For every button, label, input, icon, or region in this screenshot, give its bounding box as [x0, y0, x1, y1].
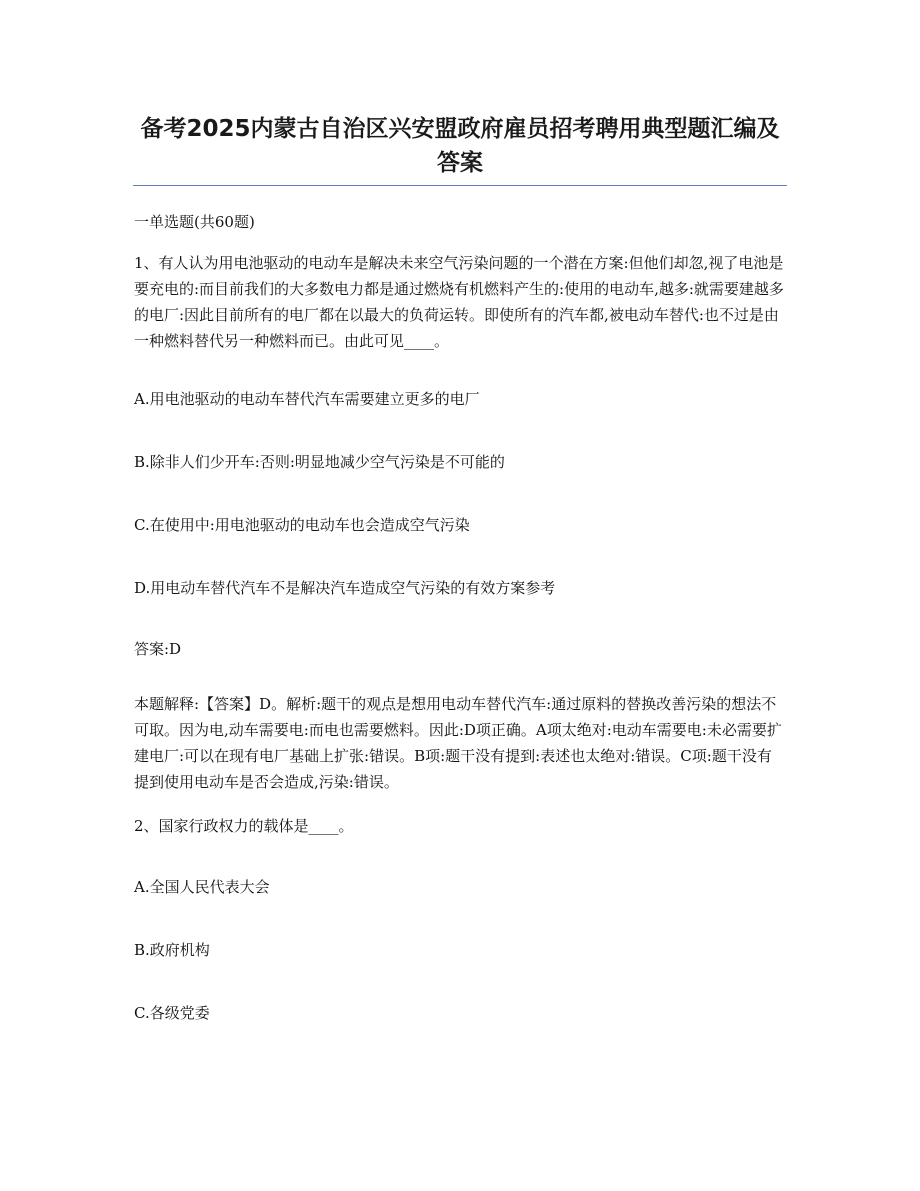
- question-2-stem: 2、国家行政权力的载体是____。: [134, 817, 354, 835]
- question-1-option-d: D.用电动车替代汽车不是解决汽车造成空气污染的有效方案参考: [134, 579, 556, 597]
- question-1-explanation: 本题解释:【答案】D。解析:题干的观点是想用电动车替代汽车:通过原料的替换改善污染的想法不可取。因为电,动车需要电:而电也需要燃料。因此:D项正确。A项太绝对:电动车需要电:未必需要扩建电厂:可以在现有电厂基础上扩张:错误。B项:题干没有提到:表述也太绝对:错误。C项:题干没有提到使用电动车是否会造成,污染:错误。: [134, 695, 782, 791]
- question-1-answer: 答案:D: [134, 640, 182, 658]
- question-1-option-a: A.用电池驱动的电动车替代汽车需要建立更多的电厂: [134, 390, 480, 408]
- question-2-option-b: B.政府机构: [134, 941, 210, 959]
- question-1-option-b: B.除非人们少开车:否则:明显地减少空气污染是不可能的: [134, 453, 505, 471]
- title-divider: [133, 185, 787, 186]
- question-1-stem: 1、有人认为用电池驱动的电动车是解决未来空气污染问题的一个潜在方案:但他们却忽,视了电池是要充电的:而目前我们的大多数电力都是通过燃烧有机燃料产生的:使用的电动车,越多:就需要建越多的电厂:因此目前所有的电厂都在以最大的负荷运转。即使所有的汽车都,被电动车替代:也不过是由一种燃料替代另一种燃料而已。由此可见____。: [134, 254, 784, 350]
- document-title: 备考2025内蒙古自治区兴安盟政府雇员招考聘用典型题汇编及答案: [140, 116, 780, 176]
- section-heading: 一单选题(共60题): [134, 213, 255, 231]
- question-2-option-c: C.各级党委: [134, 1004, 210, 1022]
- question-2-option-a: A.全国人民代表大会: [134, 878, 270, 896]
- question-1-option-c: C.在使用中:用电池驱动的电动车也会造成空气污染: [134, 516, 470, 534]
